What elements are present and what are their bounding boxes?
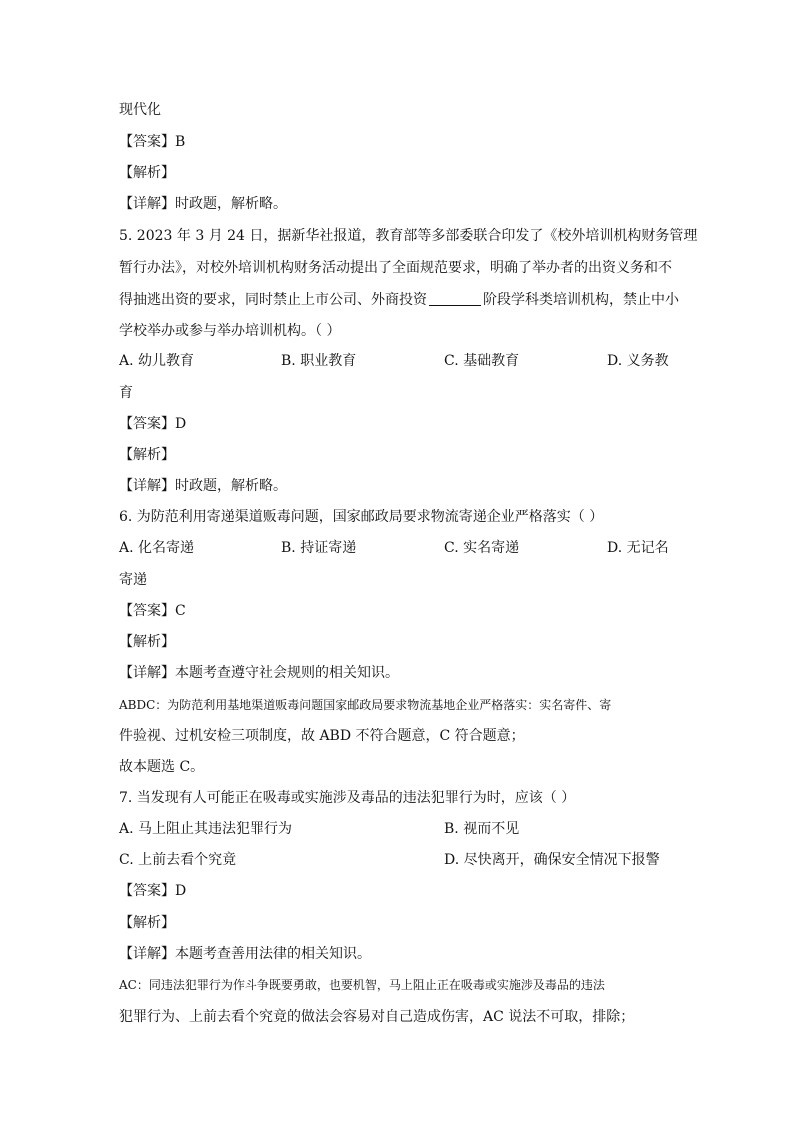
option-b: B. 持证寄递 [281, 540, 357, 556]
detail-text: 【详解】时政题，解析略。 [119, 478, 287, 494]
detail-text: 【详解】本题考查善用法律的相关知识。 [119, 946, 371, 962]
analysis-label: 【解析】 [119, 634, 175, 650]
option-d: D. 义务教 [607, 353, 669, 369]
explanation-text: 犯罪行为、上前去看个究竟的做法会容易对自己造成伤害，AC 说法不可取，排除； [119, 1009, 635, 1025]
explanation-text: ABDC：为防范利用基地渠道贩毒问题国家邮政局要求物流基地企业严格落实：实名寄件、寄 [119, 698, 612, 712]
option-a: A. 马上阻止其违法犯罪行为 [119, 821, 293, 837]
explanation-text: AC：同违法犯罪行为作斗争既要勇敢，也要机智，马上阻止正在吸毒或实施涉及毒品的违法 [119, 978, 605, 992]
question-5-stem: 学校举办或参与举办培训机构。（ ） [119, 323, 341, 339]
fill-blank [429, 291, 481, 306]
question-5-stem [119, 290, 679, 310]
explanation-text: 故本题选 C。 [119, 759, 205, 775]
option-a: A. 化名寄递 [119, 540, 195, 556]
option-a: A. 幼儿教育 [119, 353, 195, 369]
question-5-stem-part: 阶段学科类培训机构，禁止中小 [483, 292, 679, 308]
explanation-text: 件验视、过机安检三项制度，故 ABD 不符合题意，C 符合题意； [119, 728, 525, 744]
answer-label: 【答案】C [119, 603, 186, 619]
option-c: C. 基础教育 [444, 353, 520, 369]
option-b: B. 视而不见 [444, 821, 520, 837]
option-c: C. 上前去看个究竟 [119, 852, 237, 868]
option-d-continued: 寄递 [119, 572, 147, 588]
analysis-label: 【解析】 [119, 165, 175, 181]
detail-text: 【详解】本题考查遵守社会规则的相关知识。 [119, 665, 399, 681]
question-5-stem: 5. 2023 年 3 月 24 日，据新华社报道，教育部等多部委联合印发了《校外培训机构财务管理 [119, 228, 698, 244]
option-b: B. 职业教育 [281, 353, 357, 369]
option-d: D. 尽快离开，确保安全情况下报警 [444, 852, 660, 868]
analysis-label: 【解析】 [119, 447, 175, 463]
analysis-label: 【解析】 [119, 915, 175, 931]
option-d: D. 无记名 [607, 540, 669, 556]
answer-label: 【答案】B [119, 134, 186, 150]
answer-label: 【答案】D [119, 883, 187, 899]
question-7-stem: 7. 当发现有人可能正在吸毒或实施涉及毒品的违法犯罪行为时，应该（ ） [119, 790, 576, 806]
question-5-stem-part: 得抽逃出资的要求，同时禁止上市公司、外商投资 [119, 292, 427, 308]
question-5-stem: 暂行办法》，对校外培训机构财务活动提出了全面规范要求，明确了举办者的出资义务和不 [119, 260, 672, 276]
option-d-continued: 育 [119, 385, 133, 401]
text-line: 现代化 [119, 102, 161, 118]
answer-label: 【答案】D [119, 416, 187, 432]
option-c: C. 实名寄递 [444, 540, 520, 556]
question-6-stem: 6. 为防范利用寄递渠道贩毒问题，国家邮政局要求物流寄递企业严格落实（ ） [119, 509, 604, 525]
detail-text: 【详解】时政题，解析略。 [119, 196, 287, 212]
